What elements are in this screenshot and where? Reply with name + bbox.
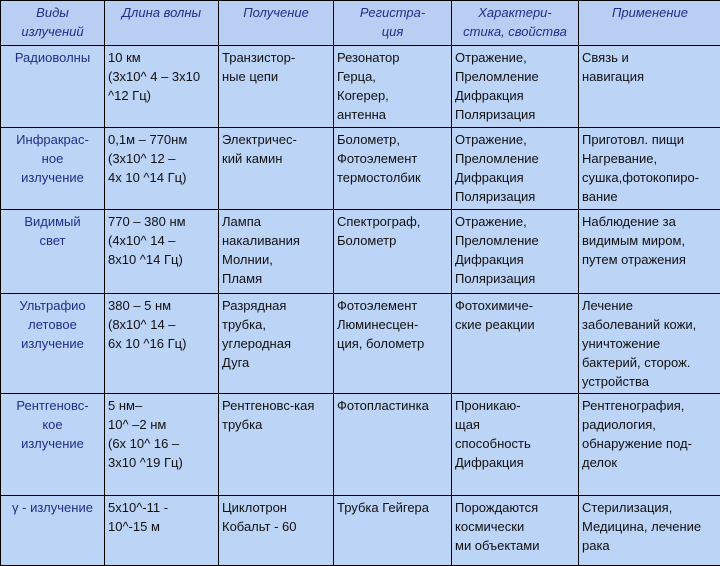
- cell-line: 770 – 380 нм: [108, 212, 215, 231]
- col-header-properties: [452, 1, 579, 46]
- wavelength-cell: [105, 294, 219, 394]
- cell-line: видимым миром,: [582, 231, 718, 250]
- application-cell: [579, 210, 720, 294]
- cell-line: ция, болометр: [337, 334, 448, 353]
- header-line: излучений: [4, 22, 101, 41]
- cell-line: путем отражения: [582, 250, 718, 269]
- cell-line: Спектрограф,: [337, 212, 448, 231]
- cell-line: 6x 10 ^16 Гц): [108, 334, 215, 353]
- header-line: Регистра-: [337, 3, 448, 22]
- cell-line: Связь и: [582, 48, 718, 67]
- registration-cell: [334, 394, 452, 496]
- cell-line: Трубка Гейгера: [337, 498, 448, 517]
- application-cell: [579, 294, 720, 394]
- cell-line: кий камин: [222, 149, 330, 168]
- source-cell: [219, 294, 334, 394]
- cell-line: Проникаю-: [455, 396, 575, 415]
- wavelength-cell: [105, 128, 219, 210]
- radiation-type-cell: [1, 210, 105, 294]
- cell-line: (6x 10^ 16 –: [108, 434, 215, 453]
- cell-line: ские реакции: [455, 315, 575, 334]
- properties-cell: [452, 46, 579, 128]
- col-header-source: [219, 1, 334, 46]
- cell-line: сушка,фотокопиро-: [582, 168, 718, 187]
- cell-line: Транзистор-: [222, 48, 330, 67]
- cell-line: Поляризация: [455, 105, 575, 124]
- cell-line: уничтожение: [582, 334, 718, 353]
- header-line: Характери-: [455, 3, 575, 22]
- cell-line: Циклотрон: [222, 498, 330, 517]
- cell-line: (3x10^ 12 –: [108, 149, 215, 168]
- table-row: [1, 46, 720, 128]
- cell-line: устройства: [582, 372, 718, 391]
- cell-line: Ультрафио: [4, 296, 101, 315]
- cell-line: трубка: [222, 415, 330, 434]
- source-cell: [219, 46, 334, 128]
- cell-line: делок: [582, 453, 718, 472]
- properties-cell: [452, 128, 579, 210]
- cell-line: 0,1м – 770нм: [108, 130, 215, 149]
- col-header-application: [579, 1, 720, 46]
- registration-cell: [334, 496, 452, 566]
- cell-line: 10^ –2 нм: [108, 415, 215, 434]
- cell-line: вание: [582, 187, 718, 206]
- properties-cell: [452, 210, 579, 294]
- cell-line: ми объектами: [455, 536, 575, 555]
- cell-line: бактерий, сторож.: [582, 353, 718, 372]
- cell-line: ^12 Гц): [108, 86, 215, 105]
- cell-line: (8x10^ 14 –: [108, 315, 215, 334]
- cell-line: трубка,: [222, 315, 330, 334]
- col-header-wavelength: [105, 1, 219, 46]
- radiation-type-cell: [1, 128, 105, 210]
- cell-line: 5x10^-11 -: [108, 498, 215, 517]
- cell-line: Разрядная: [222, 296, 330, 315]
- col-header-registration: [334, 1, 452, 46]
- radiation-type-cell: [1, 394, 105, 496]
- cell-line: навигация: [582, 67, 718, 86]
- cell-line: радиология,: [582, 415, 718, 434]
- application-cell: [579, 496, 720, 566]
- cell-line: Молнии,: [222, 250, 330, 269]
- application-cell: [579, 128, 720, 210]
- header-line: Получение: [222, 3, 330, 22]
- cell-line: Лечение: [582, 296, 718, 315]
- cell-line: Рентгенография,: [582, 396, 718, 415]
- cell-line: 4x 10 ^14 Гц): [108, 168, 215, 187]
- cell-line: Фотопластинка: [337, 396, 448, 415]
- cell-line: Болометр,: [337, 130, 448, 149]
- cell-line: Когерер,: [337, 86, 448, 105]
- cell-line: Стерилизация,: [582, 498, 718, 517]
- source-cell: [219, 128, 334, 210]
- cell-line: Преломление: [455, 231, 575, 250]
- cell-line: (4x10^ 14 –: [108, 231, 215, 250]
- cell-line: Поляризация: [455, 187, 575, 206]
- header-line: стика, свойства: [455, 22, 575, 41]
- header-row: [1, 1, 720, 46]
- cell-line: γ - излучение: [4, 498, 101, 517]
- table-body: [1, 46, 720, 566]
- cell-line: термостолбик: [337, 168, 448, 187]
- cell-line: Дифракция: [455, 168, 575, 187]
- cell-line: Герца,: [337, 67, 448, 86]
- cell-line: 10 км: [108, 48, 215, 67]
- cell-line: Электричес-: [222, 130, 330, 149]
- col-header-type: [1, 1, 105, 46]
- table-row: [1, 496, 720, 566]
- cell-line: Видимый: [4, 212, 101, 231]
- cell-line: 5 нм–: [108, 396, 215, 415]
- registration-cell: [334, 294, 452, 394]
- cell-line: космически: [455, 517, 575, 536]
- cell-line: Приготовл. пищи: [582, 130, 718, 149]
- table-row: [1, 210, 720, 294]
- properties-cell: [452, 496, 579, 566]
- source-cell: [219, 496, 334, 566]
- radiation-type-cell: [1, 294, 105, 394]
- wavelength-cell: [105, 394, 219, 496]
- cell-line: Рентгеновс-: [4, 396, 101, 415]
- wavelength-cell: [105, 210, 219, 294]
- cell-line: ное: [4, 149, 101, 168]
- header-line: ция: [337, 22, 448, 41]
- cell-line: углеродная: [222, 334, 330, 353]
- cell-line: Дифракция: [455, 86, 575, 105]
- cell-line: свет: [4, 231, 101, 250]
- cell-line: Радиоволны: [4, 48, 101, 67]
- cell-line: Дифракция: [455, 250, 575, 269]
- cell-line: летовое: [4, 315, 101, 334]
- cell-line: Дуга: [222, 353, 330, 372]
- radiation-type-cell: [1, 496, 105, 566]
- cell-line: Отражение,: [455, 48, 575, 67]
- cell-line: Порождаются: [455, 498, 575, 517]
- cell-line: Наблюдение за: [582, 212, 718, 231]
- cell-line: Дифракция: [455, 453, 575, 472]
- cell-line: способность: [455, 434, 575, 453]
- cell-line: Резонатор: [337, 48, 448, 67]
- registration-cell: [334, 210, 452, 294]
- cell-line: излучение: [4, 168, 101, 187]
- cell-line: Лампа: [222, 212, 330, 231]
- cell-line: накаливания: [222, 231, 330, 250]
- cell-line: щая: [455, 415, 575, 434]
- source-cell: [219, 210, 334, 294]
- table-row: [1, 128, 720, 210]
- cell-line: Фотоэлемент: [337, 296, 448, 315]
- cell-line: 8x10 ^14 Гц): [108, 250, 215, 269]
- cell-line: Нагревание,: [582, 149, 718, 168]
- registration-cell: [334, 128, 452, 210]
- cell-line: Фотохимиче-: [455, 296, 575, 315]
- cell-line: Поляризация: [455, 269, 575, 288]
- cell-line: Пламя: [222, 269, 330, 288]
- cell-line: (3x10^ 4 – 3x10: [108, 67, 215, 86]
- properties-cell: [452, 294, 579, 394]
- cell-line: Преломление: [455, 67, 575, 86]
- table-row: [1, 394, 720, 496]
- table-row: [1, 294, 720, 394]
- cell-line: Медицина, лечение: [582, 517, 718, 536]
- cell-line: обнаружение под-: [582, 434, 718, 453]
- cell-line: 10^-15 м: [108, 517, 215, 536]
- properties-cell: [452, 394, 579, 496]
- radiation-type-cell: [1, 46, 105, 128]
- cell-line: антенна: [337, 105, 448, 124]
- application-cell: [579, 46, 720, 128]
- cell-line: Болометр: [337, 231, 448, 250]
- cell-line: Кобальт - 60: [222, 517, 330, 536]
- cell-line: Рентгеновс-кая: [222, 396, 330, 415]
- wavelength-cell: [105, 46, 219, 128]
- cell-line: Люминесцен-: [337, 315, 448, 334]
- cell-line: Преломление: [455, 149, 575, 168]
- cell-line: Инфракрас-: [4, 130, 101, 149]
- header-line: Длина волны: [108, 3, 215, 22]
- cell-line: излучение: [4, 434, 101, 453]
- cell-line: Фотоэлемент: [337, 149, 448, 168]
- cell-line: излучение: [4, 334, 101, 353]
- cell-line: рака: [582, 536, 718, 555]
- wavelength-cell: [105, 496, 219, 566]
- header-line: Виды: [4, 3, 101, 22]
- application-cell: [579, 394, 720, 496]
- header-line: Применение: [582, 3, 718, 22]
- cell-line: кое: [4, 415, 101, 434]
- cell-line: 3x10 ^19 Гц): [108, 453, 215, 472]
- cell-line: 380 – 5 нм: [108, 296, 215, 315]
- registration-cell: [334, 46, 452, 128]
- cell-line: ные цепи: [222, 67, 330, 86]
- cell-line: заболеваний кожи,: [582, 315, 718, 334]
- source-cell: [219, 394, 334, 496]
- cell-line: Отражение,: [455, 212, 575, 231]
- cell-line: Отражение,: [455, 130, 575, 149]
